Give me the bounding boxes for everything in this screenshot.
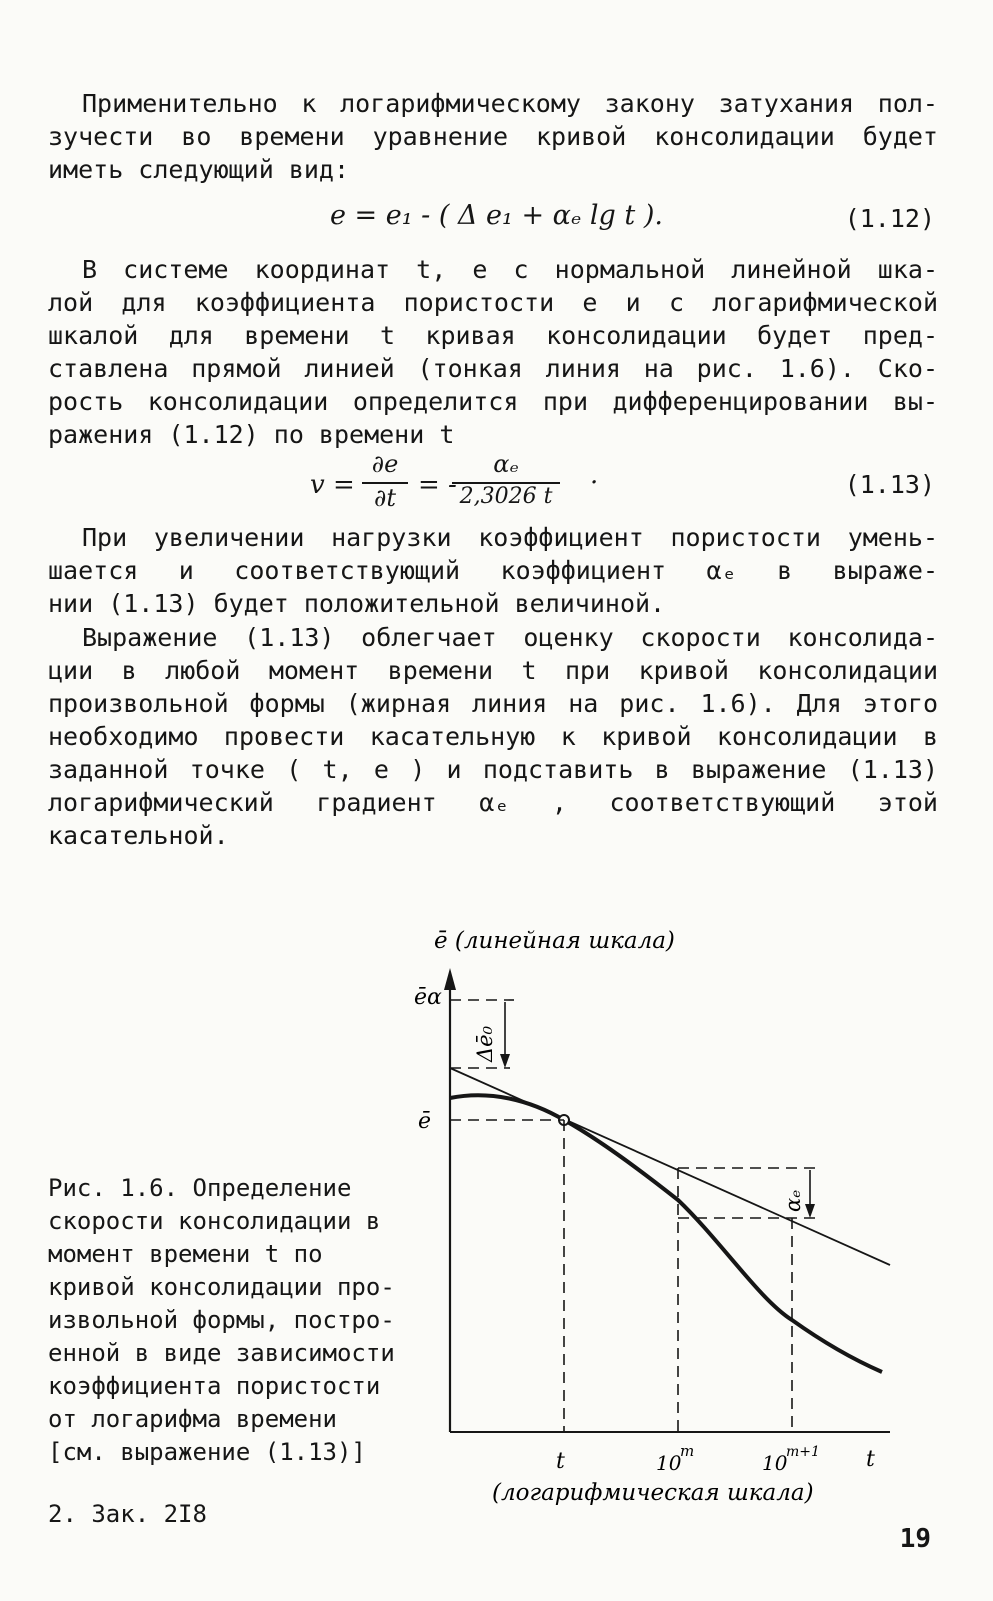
paragraph4-line-2: ции в любой момент времени t при кривой консолидации [48, 656, 938, 685]
print-order-mark: 2. Зак. 2I8 [48, 1500, 207, 1528]
paragraph3-line-2: шается и соответствующий коэффициент αₑ в выраже- [48, 556, 938, 585]
caption-line-7: коэффициента пористости [48, 1372, 381, 1400]
caption-line-9: [см. выражение (1.13)] [48, 1438, 366, 1466]
paragraph4-line-6: логарифмический градиент αₑ , соответствующий этой [48, 788, 938, 817]
paragraph4-line-3: произвольной формы (жирная линия на рис. 1.6). Для этого [48, 689, 938, 718]
y-axis-arrow [444, 968, 456, 990]
caption-line-1: Рис. 1.6. Определение [48, 1174, 352, 1202]
paragraph3-line-3: нии (1.13) будет положительной величиной. [48, 589, 666, 618]
paragraph4-line-5: заданной точке ( t, e ) и подставить в выражение (1.13) [48, 755, 938, 784]
x-tick-10m-exp: m [680, 1442, 695, 1460]
paragraph1-line-2: зучести во времени уравнение кривой консолидации будет [48, 122, 938, 151]
x-tick-10m-base: 10 [656, 1451, 682, 1475]
consolidation-curve [450, 1095, 882, 1372]
page-number: 19 [899, 1524, 931, 1554]
paragraph2-line-6: ражения (1.12) по времени t [48, 420, 455, 449]
paragraph4-line-4: необходимо провести касательную к кривой консолидации в [48, 722, 938, 751]
label-e-alpha: ēα [414, 985, 442, 1010]
x-axis-label: (логарифмическая шкала) [492, 1480, 814, 1506]
paragraph1-line-1: Применительно к логарифмическому закону затухания пол- [82, 89, 938, 118]
paragraph1-line-3: иметь следующий вид: [48, 155, 350, 184]
paragraph4-line-7: касательной. [48, 821, 229, 850]
caption-line-4: кривой консолидации про- [48, 1273, 395, 1301]
x-axis-end-label: t [866, 1447, 875, 1472]
caption-line-2: скорости консолидации в [48, 1207, 381, 1235]
paragraph2-line-5: рость консолидации определится при дифференцировании вы- [48, 387, 938, 416]
delta-e0-arrowhead [500, 1054, 510, 1068]
label-delta-e0: Δē₀ [473, 1025, 497, 1062]
y-axis-label: ē (линейная шкала) [434, 928, 675, 954]
equation-1-13-number: (1.13) [844, 470, 935, 499]
equation-1-13-lhs: v = [310, 470, 355, 500]
paragraph2-line-4: ставлена прямой линией (тонкая линия на рис. 1.6). Ско- [48, 354, 938, 383]
paragraph2-line-1: В системе координат t, e с нормальной линейной шка- [82, 255, 938, 284]
equation-1-13-num1: ∂e [371, 450, 399, 478]
equation-1-12-formula: e = e₁ - ( Δ e₁ + αₑ lg t ). [330, 200, 663, 231]
caption-line-8: от логарифма времени [48, 1405, 337, 1433]
paragraph3-line-1: При увеличении нагрузки коэффициент пористости умень- [82, 523, 938, 552]
equation-1-12-number: (1.12) [844, 204, 935, 233]
alpha-e-arrowhead [805, 1204, 815, 1218]
figure-caption [48, 1172, 416, 1469]
paragraph2-line-2: лой для коэффициента пористости e и с логарифмической [48, 288, 938, 317]
tangent-line [450, 1068, 890, 1265]
caption-line-3: момент времени t по [48, 1240, 323, 1268]
x-tick-t: t [556, 1449, 565, 1474]
equation-1-13-num2: αₑ [493, 450, 519, 478]
paragraph2-line-3: шкалой для времени t кривая консолидации будет пред- [48, 321, 938, 350]
equation-1-13-eq: = - [418, 470, 457, 500]
x-tick-10m1-exp: m+1 [786, 1444, 820, 1460]
paragraph4-line-1: Выражение (1.13) облегчает оценку скорости консолида- [82, 623, 938, 652]
label-alpha-e: αₑ [781, 1189, 805, 1212]
equation-1-13-den1: ∂t [373, 484, 397, 512]
equation-1-13-den2: 2,3026 t [459, 484, 553, 509]
x-tick-10m1-base: 10 [762, 1451, 788, 1475]
caption-line-6: енной в виде зависимости [48, 1339, 395, 1367]
caption-line-5: извольной формы, постро- [48, 1306, 395, 1334]
equation-1-13-dot: · [590, 468, 599, 498]
label-e-bar: ē [418, 1109, 432, 1134]
